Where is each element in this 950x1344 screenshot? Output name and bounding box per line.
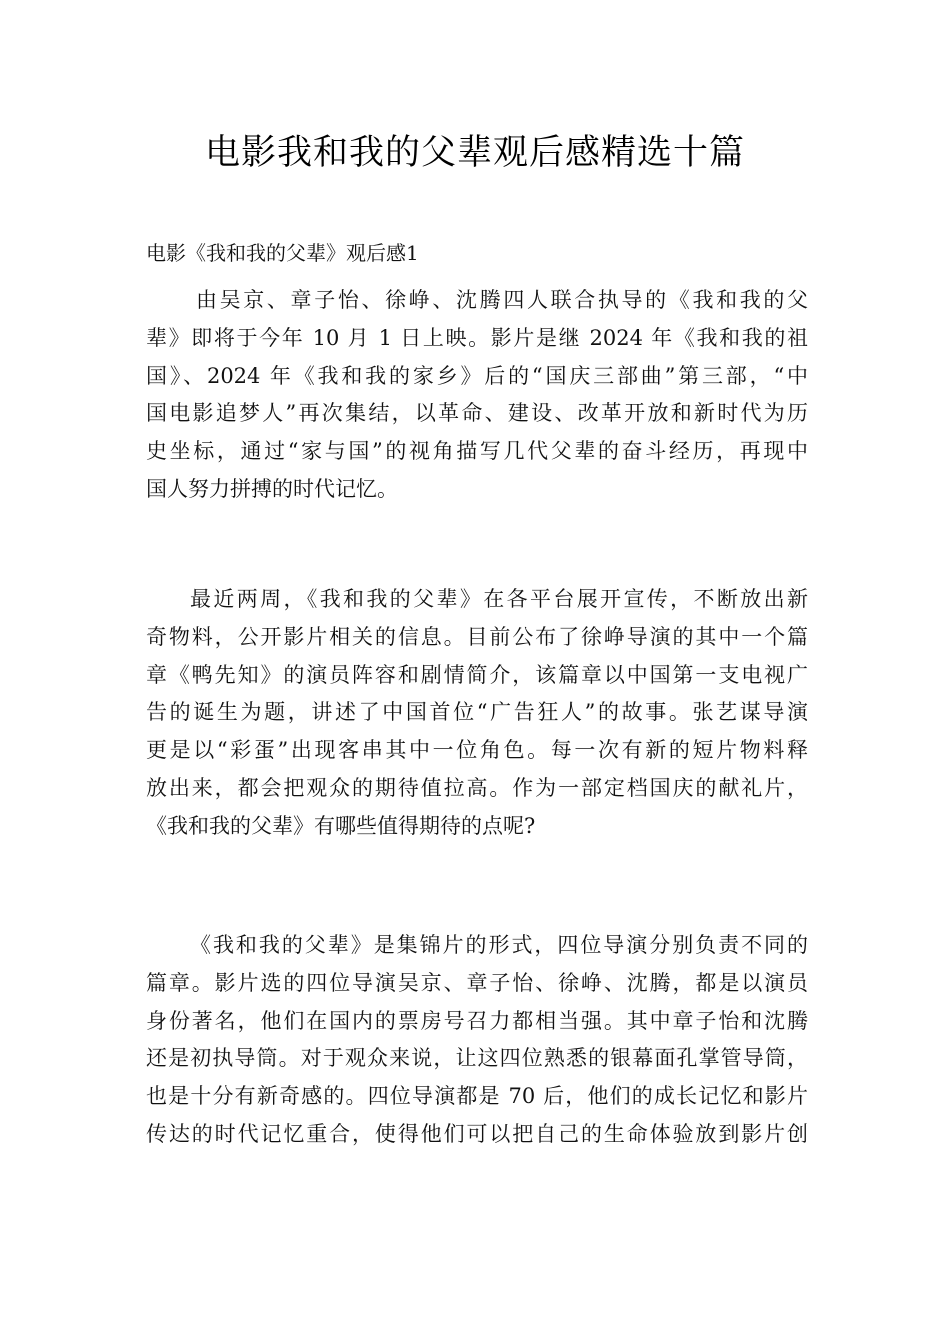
paragraph-line: 更是以“彩蛋”出现客串其中一位角色。每一次有新的短片物料释 — [146, 738, 808, 763]
paragraph-line: 最近两周，《我和我的父辈》在各平台展开宣传，不断放出新 — [190, 587, 808, 611]
paragraph-line: 国电影追梦人”再次集结，以革命、建设、改革开放和新时代为历 — [146, 401, 808, 426]
paragraph-line: 辈》即将于今年 10 月 1 日上映。影片是继 2024 年《我和我的祖 — [146, 325, 808, 350]
paragraph-line: 史坐标，通过“家与国”的视角描写几代父辈的奋斗经历，再现中 — [146, 439, 808, 464]
paragraph-3 — [146, 927, 808, 1154]
paragraph-line: 放出来，都会把观众的期待值拉高。作为一部定档国庆的献礼片， — [146, 775, 808, 800]
paragraph-line: 还是初执导筒。对于观众来说，让这四位熟悉的银幕面孔掌管导筒， — [146, 1046, 808, 1071]
section-heading: 电影《我和我的父辈》观后感1 — [146, 241, 419, 265]
paragraph-line: 《我和我的父辈》有哪些值得期待的点呢? — [146, 813, 536, 838]
paragraph-line: 身份著名，他们在国内的票房号召力都相当强。其中章子怡和沈腾 — [146, 1008, 808, 1033]
paragraph-2 — [146, 581, 808, 846]
paragraph-line: 也是十分有新奇感的。四位导演都是 70 后，他们的成长记忆和影片 — [146, 1084, 808, 1109]
paragraph-1 — [146, 282, 808, 509]
paragraph-line: 篇章。影片选的四位导演吴京、章子怡、徐峥、沈腾，都是以演员 — [146, 970, 808, 995]
paragraph-line: 国人努力拼搏的时代记忆。 — [146, 476, 398, 501]
paragraph-line: 传达的时代记忆重合，使得他们可以把自己的生命体验放到影片创 — [146, 1121, 808, 1146]
paragraph-line: 由吴京、章子怡、徐峥、沈腾四人联合执导的《我和我的父 — [196, 288, 808, 312]
paragraph-line: 告的诞生为题，讲述了中国首位“广告狂人”的故事。张艺谋导演 — [146, 700, 808, 725]
document-title: 电影我和我的父辈观后感精选十篇 — [204, 133, 745, 173]
paragraph-line: 《我和我的父辈》是集锦片的形式，四位导演分别负责不同的 — [190, 933, 808, 957]
paragraph-line: 国》、2024 年《我和我的家乡》后的“国庆三部曲”第三部，“中 — [146, 363, 808, 388]
paragraph-line: 章《鸭先知》的演员阵容和剧情简介，该篇章以中国第一支电视广 — [146, 662, 808, 687]
paragraph-line: 奇物料，公开影片相关的信息。目前公布了徐峥导演的其中一个篇 — [146, 624, 808, 649]
